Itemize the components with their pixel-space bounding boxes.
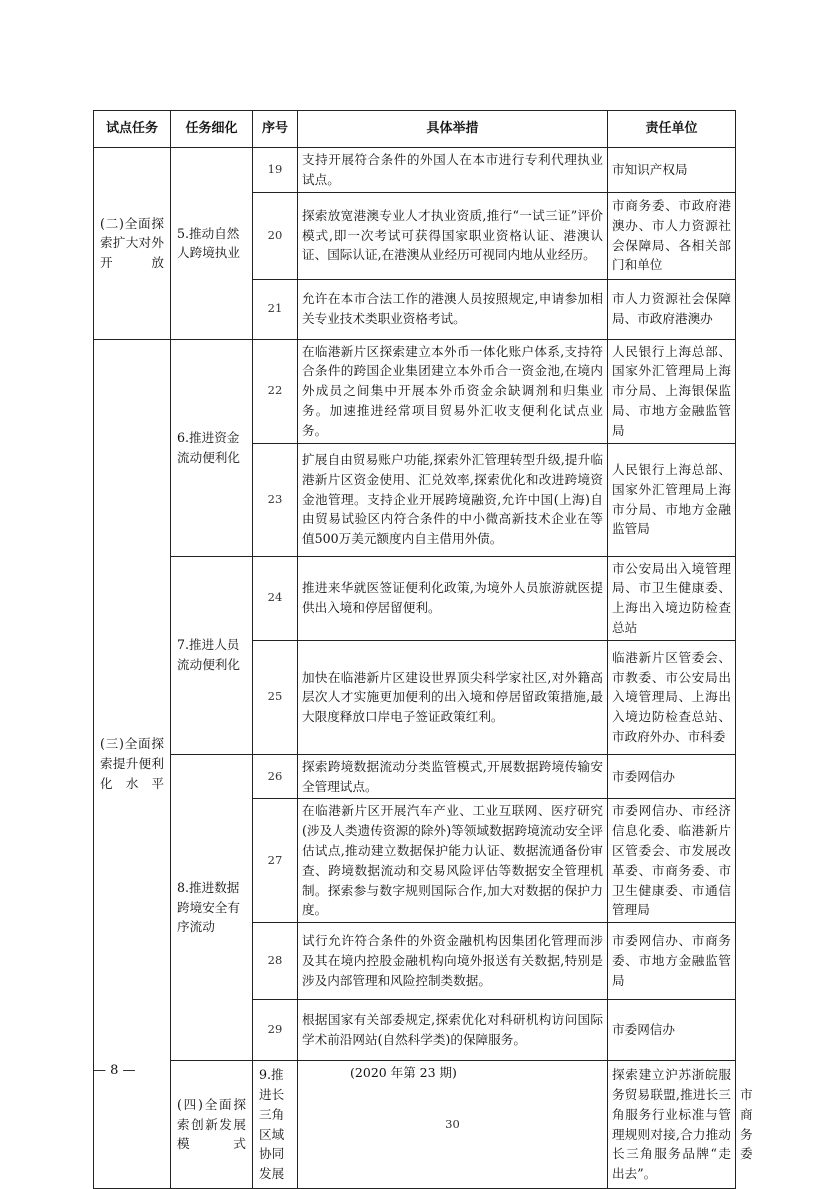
table-row: (四)全面探索创新发展模式 9.推进长三角区域协同发展 30 探索建立沪苏浙皖服务贸易联盟,推进长三角服务行业标准与管理规则对接,合力推动长三角服务品牌“走出去”。 市商务委 bbox=[94, 1061, 736, 1189]
row-number: 26 bbox=[253, 754, 298, 799]
row-number: 19 bbox=[253, 148, 298, 193]
table-row bbox=[94, 556, 736, 640]
row-number: 28 bbox=[253, 923, 298, 1000]
subtask-cell: 8.推进数据跨境安全有序流动 bbox=[171, 754, 253, 1060]
unit-cell: 市公安局出入境管理局、市卫生健康委、上海出入境边防检查总站 bbox=[608, 556, 736, 640]
measure-cell: 支持开展符合条件的外国人在本市进行专利代理执业试点。 bbox=[298, 148, 608, 193]
row-number: 24 bbox=[253, 556, 298, 640]
header-task: 试点任务 bbox=[94, 111, 171, 148]
unit-cell: 市委网信办、市商务委、市地方金融监管局 bbox=[608, 923, 736, 1000]
subtask-cell: 6.推进资金流动便利化 bbox=[171, 339, 253, 556]
row-number: 20 bbox=[253, 192, 298, 279]
header-row bbox=[94, 111, 736, 148]
measure-cell: 试行允许符合条件的外资金融机构因集团化管理而涉及其在境内控股金融机构向境外报送有关数据,特别是涉及内部管理和风险控制类数据。 bbox=[298, 923, 608, 1000]
issue-label bbox=[0, 1063, 827, 1081]
unit-cell: 市知识产权局 bbox=[608, 148, 736, 193]
measure-cell: 加快在临港新片区建设世界顶尖科学家社区,对外籍高层次人才实施更加便利的出入境和停居留政策措施,最大限度释放口岸电子签证政策红利。 bbox=[298, 640, 608, 754]
unit-cell: 人民银行上海总部、国家外汇管理局上海市分局、市地方金融监管局 bbox=[608, 443, 736, 556]
unit-cell: 临港新片区管委会、市教委、市公安局出入境管理局、上海出入境边防检查总站、市政府外办、市科委 bbox=[608, 640, 736, 754]
measure-cell: 探索建立沪苏浙皖服务贸易联盟,推进长三角服务行业标准与管理规则对接,合力推动长三角服务品牌“走出去”。 bbox=[608, 1061, 736, 1189]
task-cell: (三)全面探索提升便利化水平 bbox=[94, 339, 171, 1188]
measure-cell: 允许在本市合法工作的港澳人员按照规定,申请参加相关专业技术类职业资格考试。 bbox=[298, 279, 608, 339]
task-cell: (二)全面探索扩大对外开放 bbox=[94, 148, 171, 340]
subtask-cell: 9.推进长三角区域协同发展 bbox=[253, 1061, 298, 1189]
header-subtask: 任务细化 bbox=[171, 111, 253, 148]
unit-cell: 市委网信办 bbox=[608, 754, 736, 799]
table-row bbox=[94, 148, 736, 193]
task-cell: (四)全面探索创新发展模式 bbox=[171, 1061, 253, 1189]
measures-table bbox=[93, 110, 753, 1189]
unit-cell: 人民银行上海总部、国家外汇管理局上海市分局、上海银保监局、市地方金融监管局 bbox=[608, 339, 736, 443]
row-number: 23 bbox=[253, 443, 298, 556]
measure-cell: 在临港新片区开展汽车产业、工业互联网、医疗研究(涉及人类遗传资源的除外)等领域数据跨境流动安全评估试点,推动建立数据保护能力认证、数据流通备份审查、跨境数据流动和交易风险评估等数据安全管理机制。探索参与数字规则国际合作,加大对数据的保护力度。 bbox=[298, 799, 608, 923]
header-no: 序号 bbox=[253, 111, 298, 148]
row-number: 27 bbox=[253, 799, 298, 923]
issue-text: (2020 年第 23 期) bbox=[350, 1065, 457, 1080]
row-number: 29 bbox=[253, 1000, 298, 1061]
unit-cell: 市商务委、市政府港澳办、市人力资源社会保障局、各相关部门和单位 bbox=[608, 192, 736, 279]
table-row bbox=[94, 754, 736, 799]
header-unit: 责任单位 bbox=[608, 111, 736, 148]
unit-cell: 市人力资源社会保障局、市政府港澳办 bbox=[608, 279, 736, 339]
measure-cell: 探索放宽港澳专业人才执业资质,推行“一试三证”评价模式,即一次考试可获得国家职业资格认证、港澳认证、国际认证,在港澳从业经历可视同内地从业经历。 bbox=[298, 192, 608, 279]
row-number: 21 bbox=[253, 279, 298, 339]
subtask-cell: 5.推动自然人跨境执业 bbox=[171, 148, 253, 340]
measure-cell: 根据国家有关部委规定,探索优化对科研机构访问国际学术前沿网站(自然科学类)的保障服务。 bbox=[298, 1000, 608, 1061]
unit-cell: 市委网信办、市经济信息化委、临港新片区管委会、市发展改革委、市商务委、市卫生健康委、市通信管理局 bbox=[608, 799, 736, 923]
measure-cell: 探索跨境数据流动分类监管模式,开展数据跨境传输安全管理试点。 bbox=[298, 754, 608, 799]
row-number: 22 bbox=[253, 339, 298, 443]
measure-cell: 推进来华就医签证便利化政策,为境外人员旅游就医提供出入境和停居留便利。 bbox=[298, 556, 608, 640]
subtask-cell: 7.推进人员流动便利化 bbox=[171, 556, 253, 754]
measure-cell: 扩展自由贸易账户功能,探索外汇管理转型升级,提升临港新片区资金使用、汇兑效率,探索优化和改进跨境资金池管理。支持企业开展跨境融资,允许中国(上海)自由贸易试验区内符合条件的中小微高新技术企业在等值500万美元额度内自主借用外债。 bbox=[298, 443, 608, 556]
measure-cell: 在临港新片区探索建立本外币一体化账户体系,支持符合条件的跨国企业集团建立本外币合一资金池,在境内外成员之间集中开展本外币资金余缺调剂和归集业务。加速推进经常项目贸易外汇收支便利化试点业务。 bbox=[298, 339, 608, 443]
unit-cell: 市委网信办 bbox=[608, 1000, 736, 1061]
header-measure: 具体举措 bbox=[298, 111, 608, 148]
table-row bbox=[94, 339, 736, 443]
row-number: 25 bbox=[253, 640, 298, 754]
page-number: — 8 — bbox=[93, 1063, 136, 1078]
row-number: 30 bbox=[298, 1061, 608, 1189]
